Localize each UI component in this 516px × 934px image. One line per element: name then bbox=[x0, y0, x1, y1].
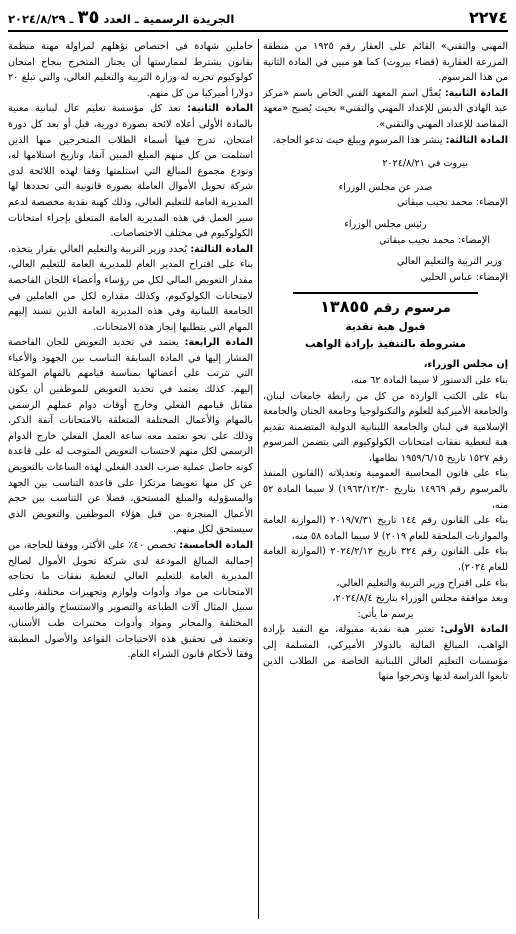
article-label: المادة الثانية: bbox=[187, 103, 253, 115]
gazette-name: الجريدة الرسمية ـ العدد bbox=[103, 11, 235, 26]
issued-by: صدر عن مجلس الوزراء bbox=[338, 181, 433, 193]
issue-number: ٣٥ bbox=[77, 6, 100, 28]
article-1: المادة الأولى: تعتبر هبة نقدية مقبولة، مع التقيد بإرادة الواهب، المبالغ المالية بالدولار الأميركي، المسلمة إلى مؤسسات التعليم العالي اللبنانية الخاصة من الطلاب الذين تابعوا الدراسة لديها وتخرجوا منها bbox=[263, 624, 508, 683]
article-label: المادة الثالثة: bbox=[190, 243, 254, 255]
column-divider bbox=[258, 39, 259, 919]
page-number: ٢٢٧٤ bbox=[468, 7, 508, 27]
intro-paragraph: المهني والتقني» القائم على العقار رقم ١٩٢٥ من منطقة المزرعة العقارية (قضاء بيروت) كما هو مبين في المادة الثانية من هذا المرسوم. bbox=[263, 41, 508, 84]
decree-title: قبول هبة نقدية bbox=[345, 321, 426, 334]
continued-paragraph: حاملين شهادة في اختصاص تؤهلهم لمزاولة مهنة منظمة بقانون يشترط لممارستها أن يجتاز المتخرج بنجاح امتحان كولوكيوم تجريه له وزارة التربية والتعليم العالي، والتي تبلغ ٢٠ دولارا أميركيا من كل منهم. bbox=[8, 41, 253, 99]
left-column bbox=[8, 39, 253, 919]
recital-7: وبعد موافقة مجلس الوزراء بتاريخ ٢٠٢٤/٨/٤، bbox=[332, 593, 508, 605]
signature-1: الإمضاء: محمد نجيب ميقاتي bbox=[397, 197, 508, 209]
place-date: بيروت في ٢٠٢٤/٨/٢١ bbox=[382, 158, 468, 170]
decree-enacting: يرسم ما يأتي: bbox=[357, 608, 414, 620]
decree-number: ١٣٨٥٥ bbox=[320, 297, 369, 317]
gazette-issue-info bbox=[8, 7, 234, 28]
council-intro: إن مجلس الوزراء، bbox=[423, 359, 508, 371]
recital-6: بناء على اقتراح وزير التربية والتعليم العالي، bbox=[336, 577, 508, 589]
columns bbox=[8, 39, 508, 919]
article-4: المادة الرابعة: يعتمد في تحديد التعويض للجان الفاحصة المشار إليها في المادة السابقة التناسب بين الجهود والأعباء التي تترتب على أعضائها بمناسبة قيامهم بالمهام الموكلة إليهم. كذلك يعتمد في تحديد التعويض للموظفين أن يكون مقابل قيامهم الفعلي وخارج أوقات دوام عملهم الرسمي بالمهام والأعمال المختلفة المتعلقة بالامتحانات آنفة الذكر، وذلك على نحو تعتمد معه ساعة العمل الفعلي خارج الدوام الرسمي لكل منهم لاحتساب التعويض المتوجب له على قاعدة كونه حاصل عملية ضرب العدد الفعلي لهذه الساعات بالتعويض عن كل منها تعويضا مرتكزا على قاعدة التناسب بين الجهد والمسؤولية والمبلغ المستحق، فضلا عن التناسب بين حجم الأعمال المنجزة من قبل هؤلاء الموظفين والتعويض الذي سيستحق لكل منهم. bbox=[8, 337, 253, 536]
minister-title: وزير التربية والتعليم العالي bbox=[396, 256, 502, 268]
recital-1: بناء على الدستور لا سيما المادة ٦٢ منه، bbox=[350, 374, 508, 386]
decree-subtitle: مشروطة بالتنفيذ بإرادة الواهب bbox=[304, 338, 466, 351]
page-header bbox=[8, 4, 508, 32]
article-label: المادة الأولى: bbox=[440, 624, 508, 636]
article-2: المادة الثانية: يُعدَّل اسم المعهد الفني الخاص باسم «مركز عبد الهادي الدبس للإعداد المهني والتقني» بحيث يُصبح «معهد المقاصد للإعداد المهني والتقني». bbox=[263, 87, 509, 130]
decree-heading: مرسوم رقم ١٣٨٥٥ bbox=[320, 297, 451, 317]
article-3: المادة الثالثة: يُحدد وزير التربية والتعليم العالي بقرار يتخذه، بناء على اقتراح المدير العام للمديرية العامة للتعليم العالي، مقدار التعويض المالي لكل من رؤساء وأعضاء اللجان الفاحصة لامتحانات الكولوكيوم، وكذلك مقداره لكل من العاملين في الجامعة اللبنانية وفي هذه المديرية العامة الذين تسند إليهم المهام التي يتطلبها إنجاز هذه الامتحانات. bbox=[8, 243, 254, 333]
recital-4: بناء على القانون رقم ١٤٤ تاريخ ٢٠١٩/٧/٣١ (الموازنة العامة والموازنات الملحقة للعام ٢٠١٩) لا سيما المادة ٥٨ منه، bbox=[263, 515, 508, 542]
article-5: المادة الخامسة: تخصص ٤٠٪ على الأكثر، ووفقا للحاجة، من إجمالية المبالغ المودعة لدى شركة تحويل الأموال لصالح المديرية العامة للتعليم العالي لتغطية نفقات ما تحتاجه الامتحانات من مواد وأدوات ولوازم وتجهيزات مختلفة، وعلى سبيل المثال آلات الطباعة والتصوير والاستنساخ والقرطاسية المختلفة والمحابر ومواد وأدوات مختبرات طب الأسنان، وتعتمد في تحقيق هذه الاحتياجات القواعد والأصول المطبقة وفقا لأحكام قانون الشراء العام. bbox=[8, 540, 253, 661]
recital-5: بناء على القانون رقم ٣٢٤ تاريخ ٢٠٢٤/٢/١٢ (الموازنة العامة للعام ٢٠٢٤)، bbox=[263, 546, 508, 574]
article-label: المادة الرابعة: bbox=[184, 337, 253, 349]
article-2: المادة الثانية: تعد كل مؤسسة تعليم عال لبنانية معنية بالمادة الأولى أعلاه لائحة بصورة دورية، قبل أو بعد كل دورة امتحان، تدرج فيها أسماء الطلاب المتخرجين منها الذين استلمت من كل منهم المبلغ المبين آنفا، وتاريخ استلامها له، وتودع مجموع المبالغ التي استلمتها وفقا لهذه اللائحة لدى شركة تحويل الأموال العاملة بصورة قانونية التي تحددها لها المديرية العامة للتعليم العالي، وذلك كهبة نقدية مخصصة لدعم سير العمل في هذه المديرية العامة المتعلق بإجراء امتحانات الكولوكيوم في مختلف الاختصاصات. bbox=[8, 103, 253, 240]
issue-date: ـ ٢٠٢٤/٨/٢٩ bbox=[8, 11, 74, 26]
article-label: المادة الثالثة: bbox=[445, 134, 508, 146]
recital-3: بناء على قانون المحاسبة العمومية وتعديلاته (القانون المنفذ بالمرسوم رقم ١٤٩٦٩ بتاريخ ١٩٦٣/١٢/٣٠) لا سيما المادة ٥٢ منه، bbox=[263, 468, 508, 511]
signature-2: الإمضاء: محمد نجيب ميقاتي bbox=[379, 234, 490, 246]
right-column bbox=[263, 39, 508, 919]
recital-2: بناء على الكتب الواردة من كل من رابطة جامعات لبنان، والجامعة الأميركية للعلوم والتكنولوجيا وجامعة الجنان والجامعة الإسلامية في لبنان والجامعة اللبنانية الدولية المتضمنة تقديم هبة لتغطية نفقات امتحانات الكولوكيوم التي يتضمن المرسوم رقم ١٥٢٧ تاريخ ١٩٥٩/٦/١٥ نظامها، bbox=[263, 390, 508, 464]
article-label: المادة الخامسة: bbox=[179, 540, 253, 551]
article-label: المادة الثانية: bbox=[444, 87, 509, 99]
signature-3: الإمضاء: عباس الحلبي bbox=[420, 271, 508, 283]
prime-minister-title: رئيس مجلس الوزراء bbox=[344, 218, 427, 230]
section-divider bbox=[293, 292, 478, 294]
article-3: المادة الثالثة: ينشر هذا المرسوم ويبلغ حيث تدعو الحاجة. bbox=[272, 134, 508, 146]
